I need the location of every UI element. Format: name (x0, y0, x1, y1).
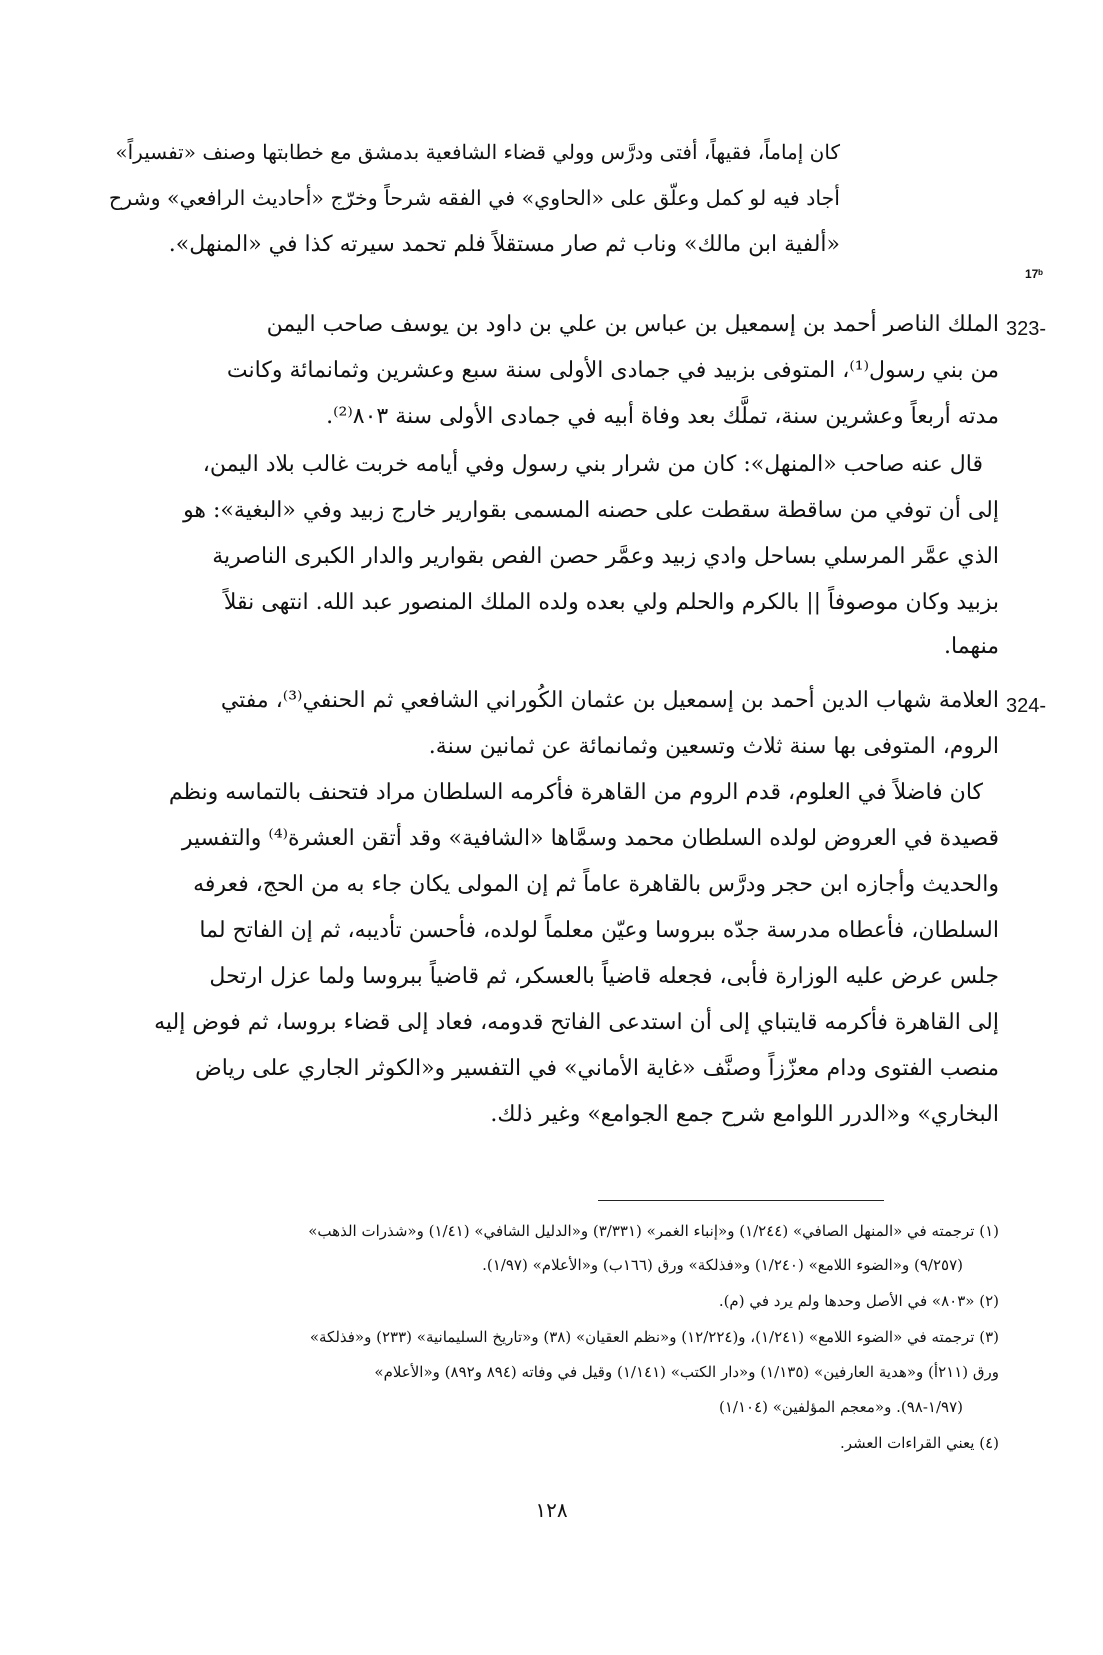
intro-line-3: «ألفية ابن مالك» وناب ثم صار مستقلاً فلم تحمد سيرته كذا في «المنهل». (168, 232, 840, 257)
entry-324-body-6: إلى القاهرة فأكرمه قايتباي إلى أن استدعى الفاتح قدومه، فعاد إلى قضاء بروسا، ثم فوض إليه (154, 1010, 999, 1035)
entry-323-body-3: الذي عمَّر المرسلي بساحل وادي زبيد وعمَّر حصن الفص بقوارير والدار الكبرى الناصرية (212, 544, 999, 569)
footnote-separator (598, 1200, 884, 1201)
entry-324-number: 324- (1005, 695, 1046, 717)
entry-324-line-2: الروم، المتوفى بها سنة ثلاث وتسعين وثمانمائة عن ثمانين سنة. (428, 734, 999, 759)
entry-324-line-1: العلامة شهاب الدين أحمد بن إسمعيل بن عثمان الكُوراني الشافعي ثم الحنفي⁽³⁾، مفتي (220, 688, 999, 713)
footnote-3-line-3: (١/٩٧-٩٨). و«معجم المؤلفين» (١/١٠٤) (718, 1398, 963, 1416)
entry-324-body-1: كان فاضلاً في العلوم، قدم الروم من القاهرة فأكرمه السلطان مراد فتحنف بالتماسه ونظم (168, 780, 983, 805)
entry-323-line-2: من بني رسول⁽¹⁾، المتوفى بزبيد في جمادى الأولى سنة سبع وعشرين وثمانمائة وكانت (226, 358, 999, 383)
entry-323-body-4: بزبيد وكان موصوفاً || بالكرم والحلم ولي بعده ولده الملك المنصور عبد الله. انتهى نقلاً (223, 590, 999, 615)
intro-line-2: أجاد فيه لو كمل وعلّق على «الحاوي» في الفقه شرحاً وخرّج «أحاديث الرافعي» وشرح (108, 186, 840, 210)
entry-323-body-1: قال عنه صاحب «المنهل»: كان من شرار بني رسول وفي أيامه خربت غالب بلاد اليمن، (202, 452, 983, 477)
footnote-4: (٤) يعني القراءات العشر. (839, 1434, 999, 1452)
page-number: ١٢٨ (535, 1498, 568, 1522)
entry-323-body-5: منهما. (944, 634, 999, 659)
footnote-1-line-2: (٩/٢٥٧) و«الضوء اللامع» (١/٢٤٠) و«فذلكة» ورق (١٦٦ب) و«الأعلام» (١/٩٧). (482, 1256, 963, 1274)
entry-324-body-2: قصيدة في العروض لولده السلطان محمد وسمَّاها «الشافية» وقد أتقن العشرة⁽⁴⁾ والتفسير (181, 826, 999, 851)
manuscript-folio-ref: 17ᵇ (1024, 267, 1043, 281)
intro-line-1: كان إماماً، فقيهاً، أفتى ودرَّس وولي قضاء الشافعية بدمشق مع خطابتها وصنف «تفسيراً» (115, 140, 840, 164)
footnote-1-line-1: (١) ترجمته في «المنهل الصافي» (١/٢٤٤) و«إنباء الغمر» (٣/٣٣١) و«الدليل الشافي» (١/٤١) و«شذرات الذهب» (308, 1222, 999, 1240)
entry-323-body-2: إلى أن توفي من ساقطة سقطت على حصنه المسمى بقوارير خارج زبيد وفي «البغية»: هو (183, 498, 999, 523)
entry-324-body-4: السلطان، فأعطاه مدرسة جدّه ببروسا وعيّن معلماً لولده، فأحسن تأديبه، ثم إن الفاتح لما (199, 918, 999, 943)
footnote-3-line-1: (٣) ترجمته في «الضوء اللامع» (١/٢٤١)، و(١٢/٢٢٤) و«نظم العقيان» (٣٨) و«تاريخ السليمانية» (٢٣٣) و«فذلكة» (309, 1328, 999, 1346)
entry-324-body-7: منصب الفتوى ودام معزّزاً وصنَّف «غاية الأماني» في التفسير و«الكوثر الجاري على رياض (195, 1056, 999, 1081)
entry-324-body-8: البخاري» و«الدرر اللوامع شرح جمع الجوامع» وغير ذلك. (490, 1102, 999, 1127)
entry-324-body-3: والحديث وأجازه ابن حجر ودرَّس بالقاهرة عاماً ثم إن المولى يكان جاء به من الحج، فعرفه (193, 872, 999, 897)
entry-323-line-3: مدته أربعاً وعشرين سنة، تملَّك بعد وفاة أبيه في جمادى الأولى سنة ٨٠٣⁽²⁾. (326, 404, 999, 429)
footnote-3-line-2: ورق (٢١١أ) و«هدية العارفين» (١/١٣٥) و«دار الكتب» (١/١٤١) وقيل في وفاته (٨٩٤ و٨٩٢) و«الأعلام» (374, 1363, 999, 1381)
entry-323-line-1: الملك الناصر أحمد بن إسمعيل بن عباس بن علي بن داود بن يوسف صاحب اليمن (266, 312, 999, 337)
entry-324-body-5: جلس عرض عليه الوزارة فأبى، فجعله قاضياً بالعسكر، ثم قاضياً ببروسا ولما عزل ارتحل (209, 964, 999, 989)
footnote-2: (٢) «٨٠٣» في الأصل وحدها ولم يرد في (م). (718, 1292, 999, 1310)
entry-323-number: 323- (1005, 318, 1046, 340)
